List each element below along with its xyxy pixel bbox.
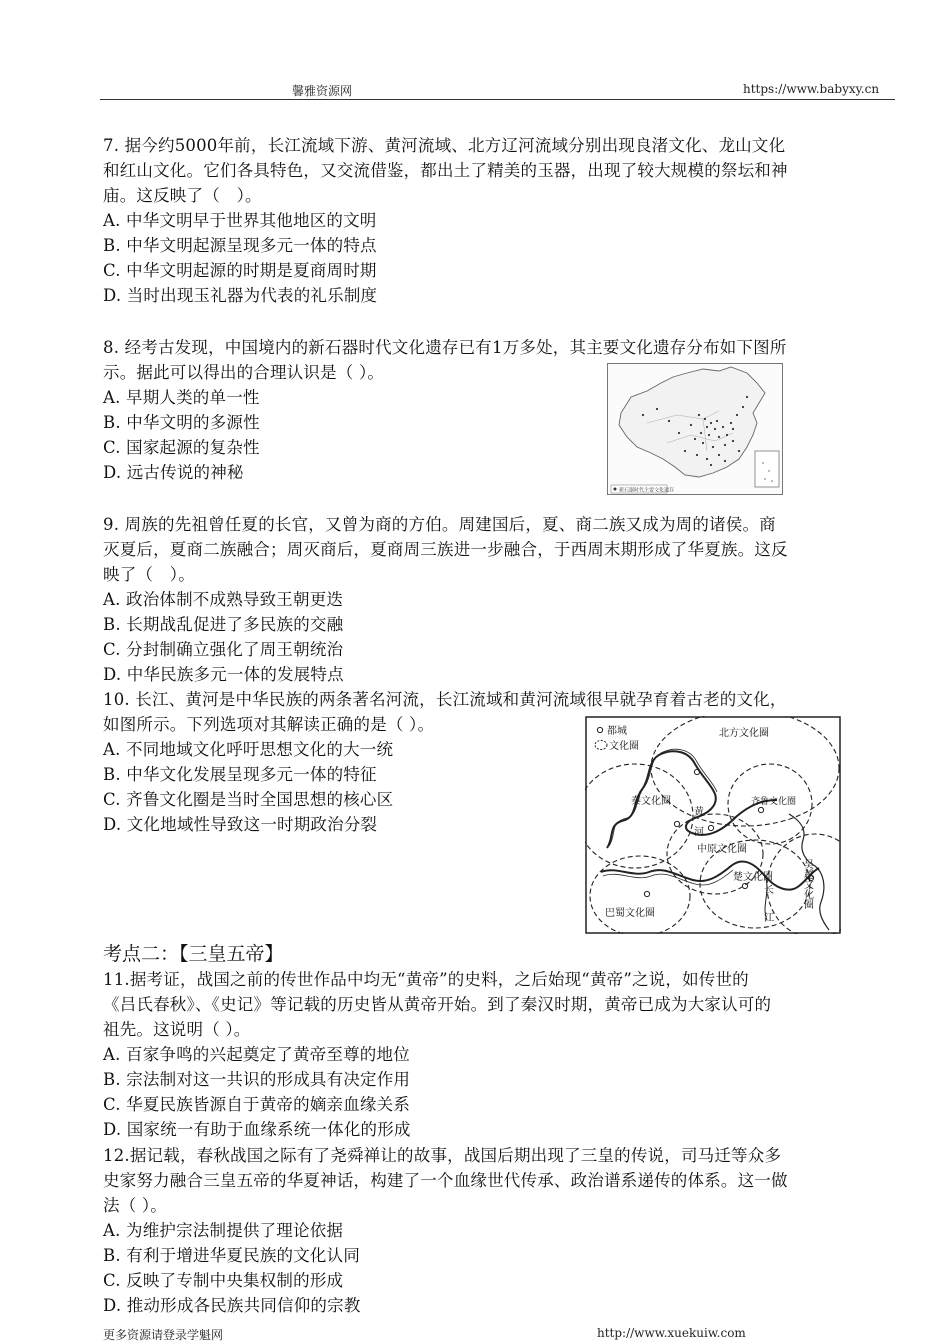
- q7-stem-line-3: 庙。这反映了（ ）。: [103, 186, 262, 205]
- q11-option-d: D. 国家统一有助于血缘系统一体化的形成: [103, 1120, 411, 1139]
- q12-stem-line-2: 史家努力融合三皇五帝的华夏神话，构建了一个血缘世代传承、政治谱系递传的体系。这一做: [103, 1171, 788, 1190]
- legend-circle-text: 文化圈: [609, 741, 639, 752]
- q7-option-b: B. 中华文明起源呈现多元一体的特点: [103, 236, 377, 255]
- label-qin-culture: 秦文化圈: [631, 796, 671, 807]
- q9-stem-line-1: 9. 周族的先祖曾任夏的长官，又曾为商的方伯。周建国后，夏、商二族又成为周的诸侯。商: [103, 515, 776, 534]
- neolithic-sites-map: [607, 363, 783, 495]
- q12-option-b: B. 有利于增进华夏民族的文化认同: [103, 1246, 361, 1265]
- label-central-culture: 中原文化圈: [697, 844, 747, 855]
- q11-stem-line-1: 11.据考证，战国之前的传世作品中均无“黄帝”的史料，之后始现“黄帝”之说，如传世的: [103, 970, 749, 989]
- footer-right-url[interactable]: http://www.xuekuiw.com: [597, 1326, 746, 1340]
- q12-option-c: C. 反映了专制中央集权制的形成: [103, 1271, 344, 1290]
- q11-option-b: B. 宗法制对这一共识的形成具有决定作用: [103, 1070, 411, 1089]
- q7-stem-line-2: 和红山文化。它们各具特色，又交流借鉴，都出土了精美的玉器，出现了较大规模的祭坛和神: [103, 161, 788, 180]
- q7-option-a: A. 中华文明早于世界其他地区的文明: [103, 211, 377, 230]
- q8-option-c: C. 国家起源的复杂性: [103, 438, 260, 457]
- q10-option-d: D. 文化地域性导致这一时期政治分裂: [103, 815, 378, 834]
- q10-option-a: A. 不同地域文化呼吁思想文化的大一统: [103, 740, 394, 759]
- q12-stem-line-3: 法（ ）。: [103, 1196, 167, 1215]
- q7-option-d: D. 当时出现玉礼器为代表的礼乐制度: [103, 286, 378, 305]
- culture-circles-map: [585, 716, 841, 934]
- map1-legend-text: 新石器时代主要文化遗存: [619, 487, 675, 494]
- q11-option-c: C. 华夏民族皆源自于黄帝的嫡亲血缘关系: [103, 1095, 411, 1114]
- q9-option-d: D. 中华民族多元一体的发展特点: [103, 665, 344, 684]
- q9-stem-line-3: 映了（ ）。: [103, 565, 195, 584]
- q11-stem-line-3: 祖先。这说明（ ）。: [103, 1020, 251, 1039]
- section-title: 考点二：【三皇五帝】: [103, 943, 284, 965]
- label-wuyue-culture: 吴越文化圈: [801, 859, 813, 909]
- header-site-name: 馨雅资源网: [292, 84, 353, 98]
- label-bashu-culture: 巴蜀文化圈: [605, 908, 655, 919]
- label-yangtze-river: 长江: [761, 884, 773, 934]
- q12-option-a: A. 为维护宗法制提供了理论依据: [103, 1221, 344, 1240]
- label-north-culture: 北方文化圈: [719, 728, 769, 739]
- label-yellow-river: 黄河: [691, 806, 703, 846]
- q8-option-d: D. 远古传说的神秘: [103, 463, 244, 482]
- q11-option-a: A. 百家争鸣的兴起奠定了黄帝至尊的地位: [103, 1045, 410, 1064]
- q10-option-c: C. 齐鲁文化圈是当时全国思想的核心区: [103, 790, 394, 809]
- q9-option-b: B. 长期战乱促进了多民族的交融: [103, 615, 344, 634]
- q8-option-b: B. 中华文明的多源性: [103, 413, 260, 432]
- q10-stem-line-2: 如图所示。下列选项对其解读正确的是（ ）。: [103, 715, 435, 734]
- label-chu-culture: 楚文化圈: [733, 872, 773, 883]
- q9-stem-line-2: 灭夏后，夏商二族融合；周灭商后，夏商周三族进一步融合，于西周末期形成了华夏族。这反: [103, 540, 788, 559]
- neolithic-map-svg: [607, 363, 783, 495]
- q8-stem-line-1: 8. 经考古发现，中国境内的新石器时代文化遗存已有1万多处，其主要文化遗存分布如下图所: [103, 338, 787, 357]
- footer-left-text: 更多资源请登录学魁网: [103, 1328, 224, 1342]
- q9-option-c: C. 分封制确立强化了周王朝统治: [103, 640, 344, 659]
- header-site-url[interactable]: https://www.babyxy.cn: [743, 82, 880, 96]
- header-divider: [100, 99, 895, 100]
- q8-stem-line-2: 示。据此可以得出的合理认识是（ ）。: [103, 363, 385, 382]
- culture-map-svg: [585, 716, 841, 934]
- q11-stem-line-2: 《吕氏春秋》、《史记》等记载的历史皆从黄帝开始。到了秦汉时期，黄帝已成为大家认可的: [103, 995, 772, 1014]
- q12-option-d: D. 推动形成各民族共同信仰的宗教: [103, 1296, 361, 1315]
- q8-option-a: A. 早期人类的单一性: [103, 388, 260, 407]
- q7-option-c: C. 中华文明起源的时期是夏商周时期: [103, 261, 377, 280]
- q10-stem-line-1: 10. 长江、黄河是中华民族的两条著名河流，长江流域和黄河流域很早就孕育着古老的文化，: [103, 690, 787, 709]
- south-sea-inset: [755, 451, 779, 487]
- q7-stem-line-1: 7. 据今约5000年前，长江流域下游、黄河流域、北方辽河流域分别出现良渚文化、龙山文化: [103, 136, 786, 155]
- label-qilu-culture: 齐鲁文化圈: [751, 797, 797, 807]
- q10-option-b: B. 中华文化发展呈现多元一体的特征: [103, 765, 377, 784]
- legend-capital-text: 都城: [607, 726, 627, 737]
- q12-stem-line-1: 12.据记载，春秋战国之际有了尧舜禅让的故事，战国后期出现了三皇的传说，司马迁等众多: [103, 1146, 782, 1165]
- q9-option-a: A. 政治体制不成熟导致王朝更迭: [103, 590, 344, 609]
